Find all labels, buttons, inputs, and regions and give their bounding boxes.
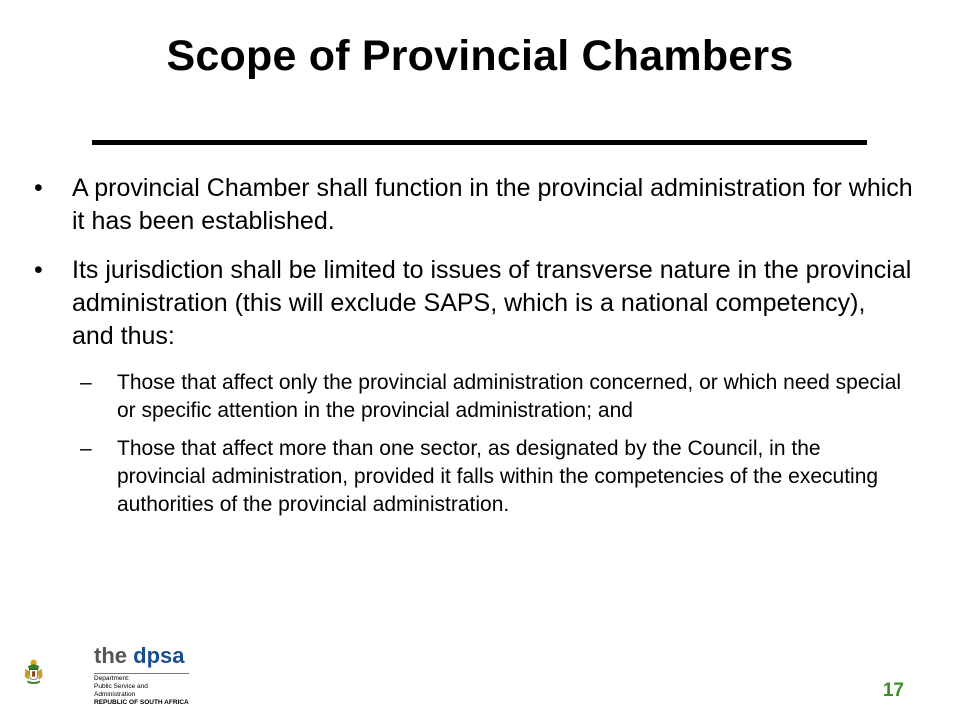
bullet-item [34,254,914,353]
dept-line-3: REPUBLIC OF SOUTH AFRICA [94,699,189,706]
sub-bullet-mark: – [80,371,92,394]
sub-bullet-text: Those that affect only the provincial administration concerned, or which need special or specific attention in the provincial administration; and [117,371,902,422]
slide-body [34,172,914,529]
coat-of-arms-icon [20,636,90,708]
sub-bullet-mark: – [80,437,92,460]
dept-line-1: Department: [94,675,130,682]
bullet-text: A provincial Chamber shall function in the provincial administration for which it has been established. [72,174,913,235]
slide-title: Scope of Provincial Chambers [166,32,794,80]
page-number: 17 [882,680,904,701]
dept-line-2: Public Service and Administration [94,683,148,698]
dpsa-logo-text [94,643,184,669]
sub-bullet-text: Those that affect more than one sector, as designated by the Council, in the provincial administration, provided it falls within the competencies of the executing authorities of the provincial administration. [117,437,879,516]
bullet-item [34,172,914,238]
title-underline [92,140,867,145]
logo-dpsa: dpsa [133,643,185,668]
sub-bullet-item [34,369,914,425]
department-label [94,675,189,707]
logo-divider [94,673,189,674]
sub-bullet-item [34,435,914,519]
bullet-mark: • [34,174,43,202]
logo-the: the [94,643,127,668]
bullet-text: Its jurisdiction shall be limited to issues of transverse nature in the provincial administration (this will exclude SAPS, which is a national competency), and thus: [72,256,912,350]
bullet-mark: • [34,256,43,284]
